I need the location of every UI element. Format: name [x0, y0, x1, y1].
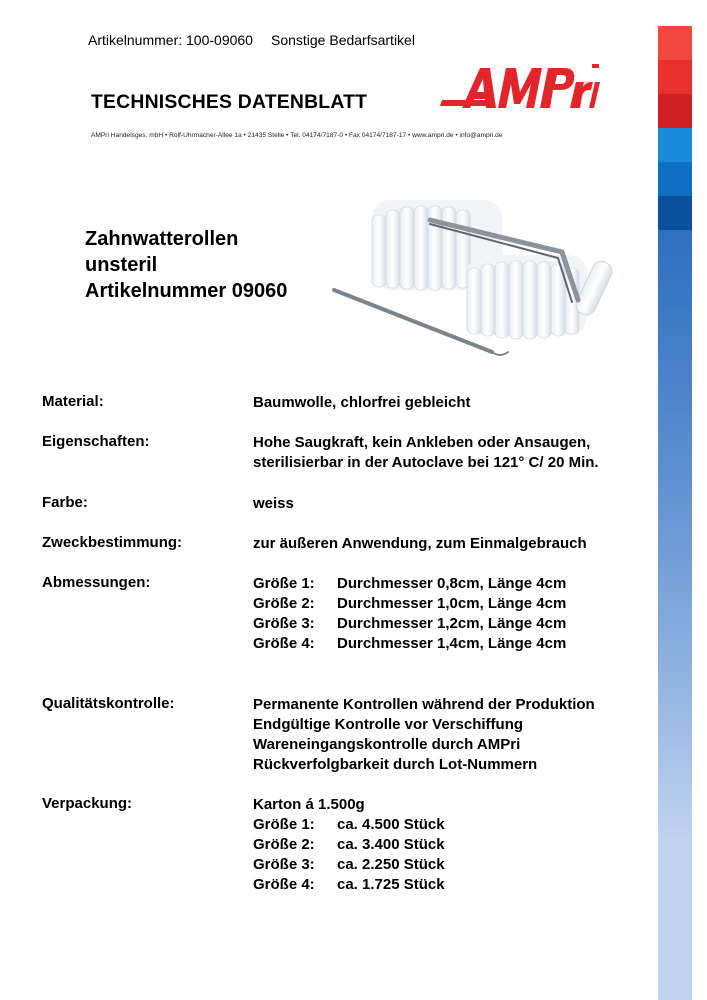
- spec-value-line: Hohe Saugkraft, kein Ankleben oder Ansaugen,: [253, 434, 591, 451]
- product-photo: [322, 180, 620, 376]
- spec-label: Verpackung:: [42, 795, 133, 812]
- ampri-logo: [440, 60, 600, 118]
- sidebar-color-block: [658, 230, 692, 470]
- spec-label: Qualitätskontrolle:: [42, 695, 175, 712]
- product-article-number: Artikelnummer 09060: [85, 280, 288, 302]
- sidebar-color-block: [658, 162, 692, 196]
- pack-row: [253, 815, 445, 835]
- product-variant: unsteril: [85, 254, 158, 276]
- spec-label: Farbe:: [42, 494, 88, 511]
- spec-label: Zweckbestimmung:: [42, 534, 183, 551]
- sidebar-color-block: [658, 128, 692, 162]
- pack-row: [253, 835, 445, 855]
- article-line: [88, 32, 415, 48]
- sidebar-color-block: [658, 670, 692, 840]
- pack-row: [253, 875, 445, 895]
- pack-value: ca. 4.500 Stück: [337, 816, 445, 833]
- sidebar-color-block: [658, 94, 692, 128]
- size-key: Größe 3:: [253, 615, 315, 632]
- sidebar-color-block: [658, 60, 692, 94]
- size-row: [253, 634, 566, 654]
- spec-value: zur äußeren Anwendung, zum Einmalgebrauch: [253, 535, 587, 552]
- sidebar-color-block: [658, 470, 692, 670]
- size-row: [253, 594, 566, 614]
- size-row: [253, 614, 566, 634]
- size-value: Durchmesser 1,4cm, Länge 4cm: [337, 635, 567, 652]
- category-label: Sonstige Bedarfsartikel: [270, 32, 415, 48]
- size-key: Größe 2:: [253, 595, 315, 612]
- product-name: Zahnwatterollen: [85, 228, 239, 250]
- size-key: Größe 1:: [253, 575, 315, 592]
- size-value: Durchmesser 1,0cm, Länge 4cm: [337, 595, 567, 612]
- color-sidebar: [658, 26, 692, 1000]
- document-title: TECHNISCHES DATENBLATT: [91, 92, 368, 113]
- spec-label: Abmessungen:: [42, 574, 151, 591]
- company-contact-line: AMPri Handelsges. mbH • Rolf-Uhrmacher-Allee 1a • 21435 Stelle • Tel. 04174/7187-0 • Fax 04174/7187-17 • www.ampri.de • info@ampri.de: [91, 132, 503, 139]
- pack-value: ca. 1.725 Stück: [337, 876, 445, 893]
- sidebar-color-block: [658, 26, 692, 60]
- spec-value-block: [253, 795, 445, 895]
- spec-value-line: sterilisierbar in der Autoclave bei 121° C/ 20 Min.: [253, 454, 599, 471]
- spec-value-block: [253, 695, 595, 775]
- spec-label: Eigenschaften:: [42, 433, 150, 450]
- size-key: Größe 1:: [253, 816, 315, 833]
- pack-row: [253, 855, 445, 875]
- spec-value-line: Endgültige Kontrolle vor Verschiffung: [253, 716, 524, 733]
- spec-value-block: [253, 433, 599, 473]
- size-key: Größe 3:: [253, 856, 315, 873]
- pack-value: ca. 3.400 Stück: [337, 836, 445, 853]
- pack-value: ca. 2.250 Stück: [337, 856, 445, 873]
- sidebar-color-block: [658, 840, 692, 1000]
- spec-label: Material:: [42, 393, 104, 410]
- size-key: Größe 4:: [253, 635, 315, 652]
- article-number: Artikelnummer: 100-09060: [88, 32, 253, 48]
- size-value: Durchmesser 0,8cm, Länge 4cm: [337, 575, 567, 592]
- spec-value: Baumwolle, chlorfrei gebleicht: [253, 394, 471, 411]
- spec-value-block: [253, 574, 566, 654]
- spec-value-line: Rückverfolgbarkeit durch Lot-Nummern: [253, 756, 538, 773]
- size-row: [253, 574, 566, 594]
- product-title: [85, 226, 287, 304]
- size-key: Größe 2:: [253, 836, 315, 853]
- sidebar-color-block: [658, 196, 692, 230]
- spec-value-line: Karton á 1.500g: [253, 796, 365, 813]
- spec-value-line: Permanente Kontrollen während der Produktion: [253, 696, 595, 713]
- size-key: Größe 4:: [253, 876, 315, 893]
- spec-value: weiss: [253, 495, 294, 512]
- size-value: Durchmesser 1,2cm, Länge 4cm: [337, 615, 567, 632]
- spec-value-line: Wareneingangskontrolle durch AMPri: [253, 736, 521, 753]
